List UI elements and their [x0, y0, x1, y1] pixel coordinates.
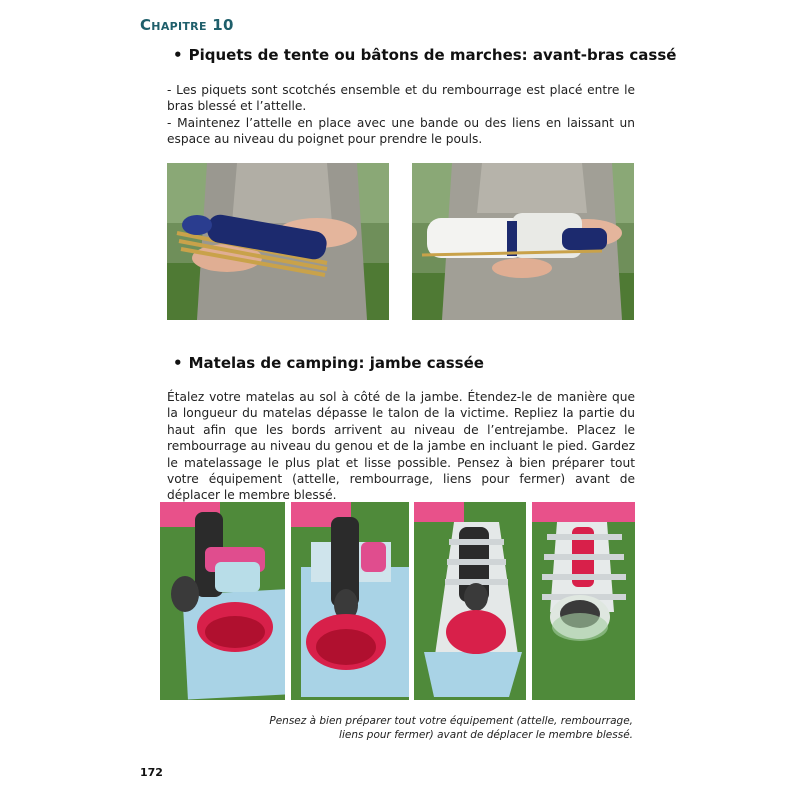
photo-leg-step-1	[160, 502, 285, 700]
photo-caption: Pensez à bien préparer tout votre équipement (attelle, rembourrage, liens pour fermer) avant de déplacer le membre blessé.	[269, 715, 633, 741]
instruction-line-1: - Les piquets sont scotchés ensemble et du rembourrage est placé entre le bras blessé et l’attelle.	[167, 83, 635, 114]
photo-leg-step-3	[414, 502, 526, 700]
bullet: •	[173, 354, 183, 372]
bullet: •	[173, 46, 183, 64]
section-title-leg	[173, 354, 484, 372]
photo-leg-step-2	[291, 502, 409, 700]
section-title-text: Piquets de tente ou bâtons de marches: avant-bras cassé	[188, 46, 677, 64]
chapter-heading: Chapitre 10	[140, 16, 234, 34]
instruction-line-2: - Maintenez l’attelle en place avec une bande ou des liens en laissant un espace au niveau du poignet pour prendre le pouls.	[167, 116, 635, 147]
leg-instructions: Étalez votre matelas au sol à côté de la jambe. Étendez-le de manière que la longueur du matelas dépasse le talon de la victime. Repliez la partie du haut afin que les bords arrivent au niveau de l’entrejambe. Placez le rembourrage au niveau du genou et de la jambe en incluant le pied. Gardez le matelassage le plus plat et lisse possible. Pensez à bien préparer tout votre équipement (attelle, rembourrage, liens pour fermer) avant de déplacer le membre blessé.	[167, 390, 635, 503]
page-number: 172	[140, 766, 163, 779]
photo-leg-step-4	[532, 502, 635, 700]
photo-forearm-splint-bandaged	[412, 163, 634, 320]
section-title-forearm	[173, 46, 676, 64]
photo-forearm-splint-poles	[167, 163, 389, 320]
section-title-text: Matelas de camping: jambe cassée	[188, 354, 484, 372]
